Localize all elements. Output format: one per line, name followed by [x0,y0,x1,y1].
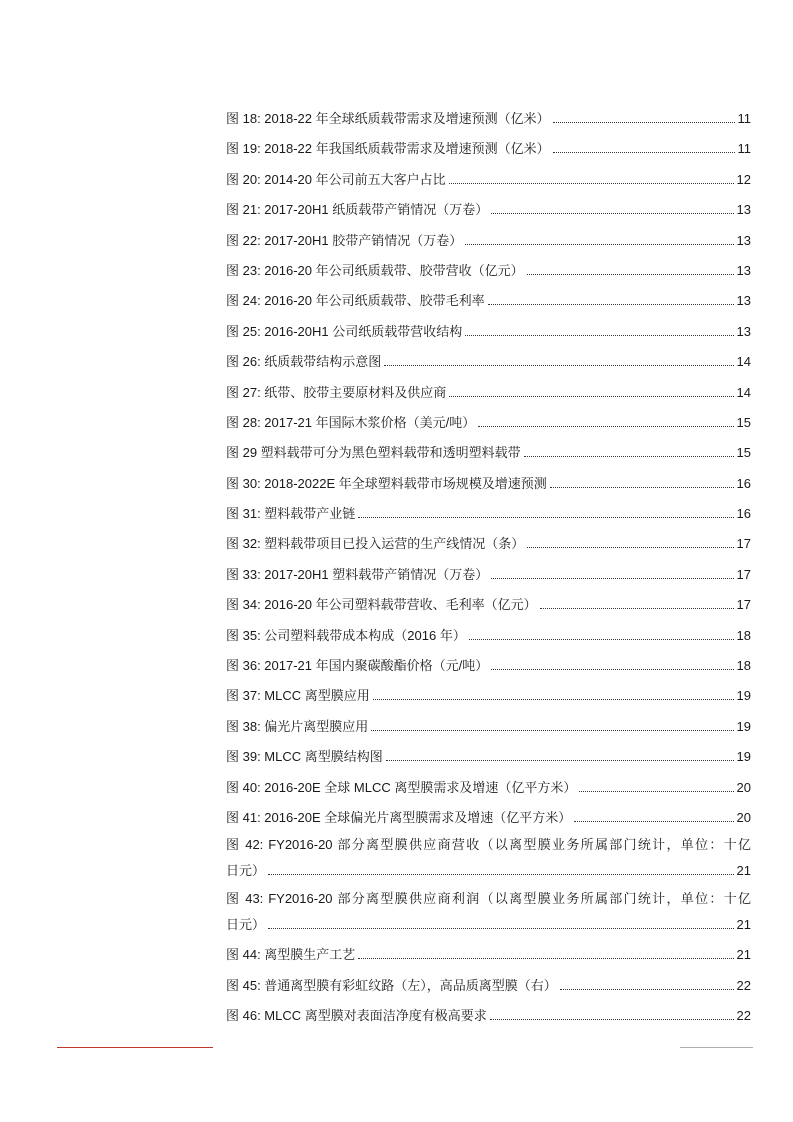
dot-leader [358,958,733,959]
toc-entry-fig-44[interactable] [226,940,751,963]
toc-entry-label: 图 30: 2018-2022E 年全球塑料载带市场规模及增速预测 [226,475,547,491]
dot-leader [488,304,734,305]
toc-entry-fig-35[interactable] [226,621,751,644]
toc-entry-fig-19[interactable] [226,134,751,157]
toc-entry-fig-27[interactable] [226,378,751,401]
toc-entry-label: 图 29 塑料载带可分为黑色塑料载带和透明塑料载带 [226,445,521,461]
toc-entry-fig-26[interactable] [226,347,751,370]
toc-entry-label: 图 37: MLCC 离型膜应用 [226,688,370,704]
toc-page-number: 22 [736,977,751,993]
dot-leader [491,669,733,670]
dot-leader [386,760,734,761]
toc-entry-label: 图 46: MLCC 离型膜对表面洁净度有极高要求 [226,1007,487,1023]
toc-page-number: 13 [736,323,751,339]
toc-entry-fig-31[interactable] [226,499,751,522]
toc-entry-line2 [226,910,751,933]
toc-page-number: 19 [736,688,751,704]
toc-page-number: 15 [736,445,751,461]
toc-entry-label: 图 32: 塑料载带项目已投入运营的生产线情况（条） [226,536,525,552]
toc-entry-label: 图 34: 2016-20 年公司塑料载带营收、毛利率（亿元） [226,597,537,613]
toc-page-number: 21 [736,947,751,963]
toc-entry-label: 图 38: 偏光片离型膜应用 [226,718,369,734]
dot-leader [527,274,734,275]
toc-entry-fig-37[interactable] [226,681,751,704]
toc-entry-label: 图 33: 2017-20H1 塑料载带产销情况（万卷） [226,566,489,582]
dot-leader [491,578,733,579]
toc-page-number: 16 [736,506,751,522]
dot-leader [384,365,733,366]
toc-entry-label: 图 44: 离型膜生产工艺 [226,947,356,963]
toc-entry-fig-28[interactable] [226,408,751,431]
dot-leader [490,1019,734,1020]
toc-entry-label: 图 20: 2014-20 年公司前五大客户占比 [226,171,446,187]
toc-entry-fig-40[interactable] [226,773,751,796]
toc-entry-label: 图 41: 2016-20E 全球偏光片离型膜需求及增速（亿平方米） [226,809,572,825]
toc-entry-fig-18[interactable] [226,104,751,127]
toc-entry-fig-38[interactable] [226,712,751,735]
toc-page-number: 18 [736,658,751,674]
toc-page-number: 19 [736,718,751,734]
toc-entry-fig-41[interactable] [226,803,751,826]
toc-entry-label: 图 25: 2016-20H1 公司纸质载带营收结构 [226,323,463,339]
toc-page-number: 13 [736,232,751,248]
toc-page-number: 14 [736,354,751,370]
toc-entry-label: 图 18: 2018-22 年全球纸质载带需求及增速预测（亿米） [226,111,550,126]
toc-page-number: 20 [736,779,751,795]
footer-rule-left [57,1047,213,1048]
dot-leader [373,699,734,700]
toc-entry-label: 图 28: 2017-21 年国际木浆价格（美元/吨） [226,414,476,430]
toc-page-number: 14 [736,384,751,400]
toc-entry-label: 图 40: 2016-20E 全球 MLCC 离型膜需求及增速（亿平方米） [226,779,577,795]
dot-leader [553,122,735,123]
toc-page-number: 12 [736,171,751,187]
dot-leader [527,547,733,548]
toc-page-number: 11 [737,141,751,157]
dot-leader [491,213,733,214]
toc-entry-label: 图 21: 2017-20H1 纸质载带产销情况（万卷） [226,202,489,218]
toc-entry-label: 图 23: 2016-20 年公司纸质载带、胶带营收（亿元） [226,262,524,278]
dot-leader [371,730,733,731]
toc-entry-fig-46[interactable] [226,1001,751,1024]
toc-page-number: 16 [736,475,751,491]
dot-leader [524,456,734,457]
toc-entry-label-line2: 日元） [226,863,266,879]
toc-page-number: 13 [736,202,751,218]
toc-entry-fig-42[interactable] [226,833,751,879]
dot-leader [358,517,733,518]
toc-page-number: 11 [737,111,751,126]
toc-page-number: 13 [736,293,751,309]
toc-entry-fig-23[interactable] [226,256,751,279]
toc-page-number: 21 [736,916,751,932]
toc-page-number: 17 [736,566,751,582]
toc-entry-fig-24[interactable] [226,286,751,309]
toc-page-number: 19 [736,749,751,765]
toc-entry-fig-25[interactable] [226,317,751,340]
toc-page-number: 22 [736,1007,751,1023]
toc-entry-label: 图 19: 2018-22 年我国纸质载带需求及增速预测（亿米） [226,141,550,157]
dot-leader [540,608,734,609]
dot-leader [478,426,733,427]
dot-leader [449,396,733,397]
dot-leader [550,487,734,488]
toc-entry-label: 图 36: 2017-21 年国内聚碳酸酯价格（元/吨） [226,658,489,674]
toc-entry-label: 图 26: 纸质载带结构示意图 [226,354,382,370]
toc-entry-fig-29[interactable] [226,438,751,461]
toc-entry-fig-34[interactable] [226,590,751,613]
toc-entry-label: 图 31: 塑料载带产业链 [226,506,356,522]
toc-entry-label: 图 45: 普通离型膜有彩虹纹路（左），高品质离型膜（右） [226,977,557,993]
toc-entry-fig-30[interactable] [226,469,751,492]
dot-leader [553,152,735,153]
footer-rule-right [680,1047,753,1048]
toc-entry-label: 图 27: 纸带、胶带主要原材料及供应商 [226,384,447,400]
toc-entry-fig-21[interactable] [226,195,751,218]
toc-entry-line2 [226,856,751,879]
dot-leader [268,928,734,929]
toc-page-number: 20 [736,809,751,825]
dot-leader [465,244,733,245]
toc-page-number: 17 [736,597,751,613]
dot-leader [268,874,734,875]
toc-entry-fig-43[interactable] [226,887,751,933]
toc-entry-fig-45[interactable] [226,971,751,994]
dot-leader [449,183,734,184]
toc-entry-label-line1: 图 43: FY2016-20 部分离型膜供应商利润（以离型膜业务所属部门统计，单位：十亿 [226,890,751,906]
toc-entry-fig-36[interactable] [226,651,751,674]
figure-index-list [226,104,751,1031]
toc-page-number: 21 [736,863,751,879]
toc-entry-fig-32[interactable] [226,529,751,552]
toc-page-number: 18 [736,627,751,643]
toc-entry-fig-39[interactable] [226,742,751,765]
dot-leader [574,821,733,822]
dot-leader [560,989,734,990]
dot-leader [465,335,733,336]
toc-entry-label-line1: 图 42: FY2016-20 部分离型膜供应商营收（以离型膜业务所属部门统计，单位：十亿 [226,837,751,853]
toc-entry-label-line2: 日元） [226,916,266,932]
toc-page-number: 13 [736,262,751,278]
toc-entry-label: 图 24: 2016-20 年公司纸质载带、胶带毛利率 [226,293,485,309]
toc-entry-label: 图 22: 2017-20H1 胶带产销情况（万卷） [226,232,463,248]
dot-leader [579,791,733,792]
toc-page-number: 17 [736,536,751,552]
toc-entry-label: 图 39: MLCC 离型膜结构图 [226,749,383,765]
toc-entry-fig-20[interactable] [226,165,751,188]
toc-entry-fig-33[interactable] [226,560,751,583]
dot-leader [469,639,734,640]
toc-page-number: 15 [736,414,751,430]
toc-entry-label: 图 35: 公司塑料载带成本构成（2016 年） [226,627,466,643]
toc-entry-fig-22[interactable] [226,226,751,249]
